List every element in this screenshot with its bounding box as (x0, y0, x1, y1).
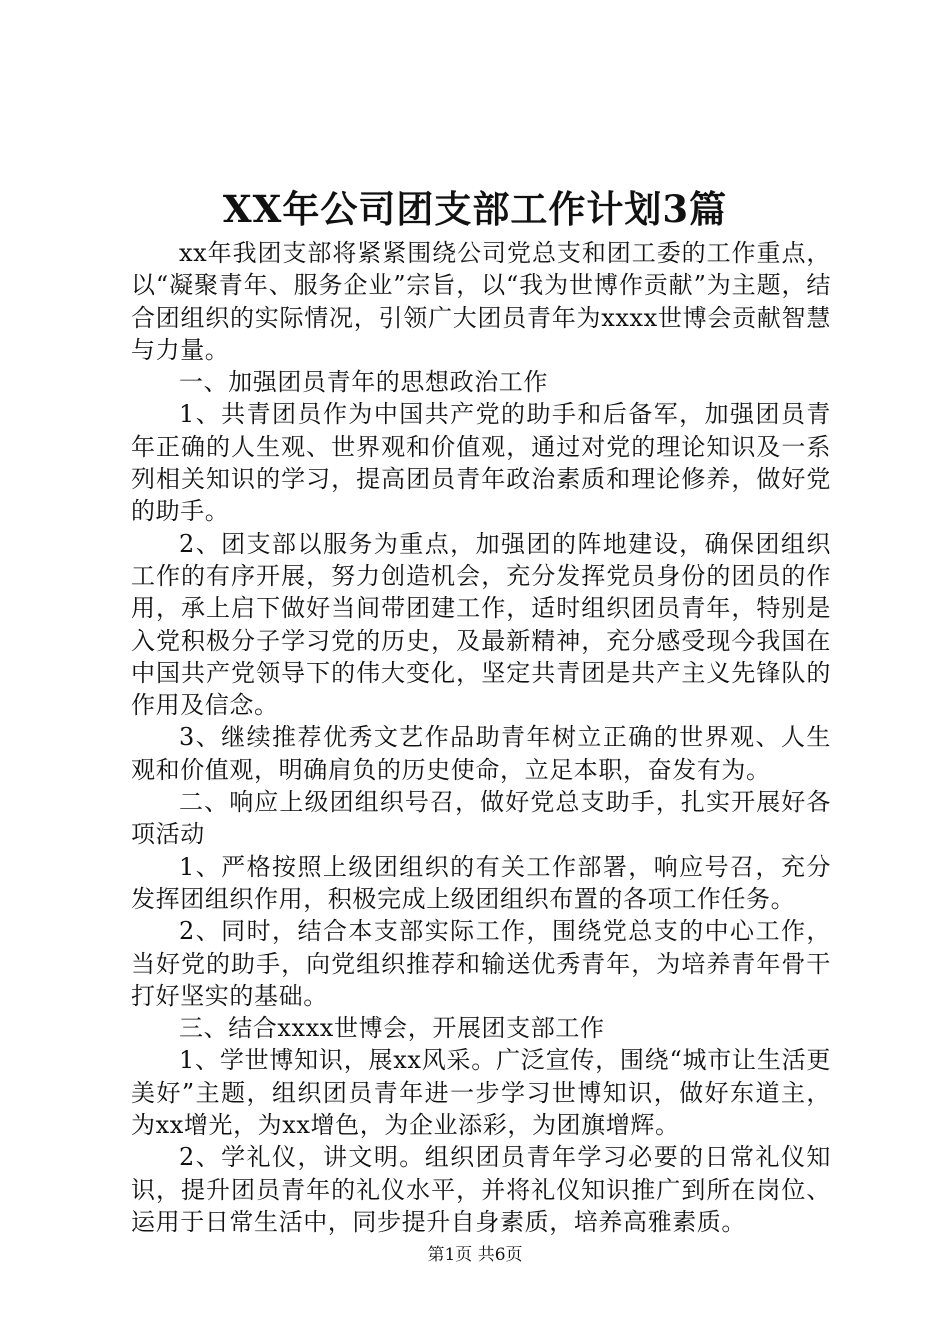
paragraph-2-2: 2、同时，结合本支部实际工作，围绕党总支的中心工作，当好党的助手，向党组织推荐和输送优秀青年，为培养青年骨干打好坚实的基础。 (131, 917, 831, 1010)
paragraph-3-1: 1、学世博知识，展xx风采。广泛宣传，围绕“城市让生活更美好”主题，组织团员青年进一步学习世博知识，做好东道主，为xx增光，为xx增色，为企业添彩，为团旗增辉。 (131, 1046, 831, 1140)
paragraph-3-2: 2、学礼仪，讲文明。组织团员青年学习必要的日常礼仪知识，提升团员青年的礼仪水平，并将礼仪知识推广到所在岗位、运用于日常生活中，同步提升自身素质，培养高雅素质。 (131, 1143, 831, 1236)
paragraph-2-1: 1、严格按照上级团组织的有关工作部署，响应号召，充分发挥团组织作用，积极完成上级团组织布置的各项工作任务。 (131, 852, 831, 913)
intro-paragraph: xx年我团支部将紧紧围绕公司党总支和团工委的工作重点，以“凝聚青年、服务企业”宗旨，以“我为世博作贡献”为主题，结合团组织的实际情况，引领广大团员青年为xxxx世博会贡献智慧与力量。 (131, 239, 831, 364)
document-title: XX年公司团支部工作计划3篇 (222, 187, 728, 231)
section-heading-3: 三、结合xxxx世博会，开展团支部工作 (179, 1014, 605, 1043)
document-body (131, 237, 831, 1238)
section-heading-2: 二、响应上级团组织号召，做好党总支助手，扎实开展好各项活动 (131, 788, 831, 849)
paragraph-1-1: 1、共青团员作为中国共产党的助手和后备军，加强团员青年正确的人生观、世界观和价值观，通过对党的理论知识及一系列相关知识的学习，提高团员青年政治素质和理论修养，做好党的助手。 (131, 400, 831, 526)
section-heading-1: 一、加强团员青年的思想政治工作 (179, 368, 548, 397)
page-number-footer: 第1页 共6页 (427, 1245, 523, 1265)
paragraph-1-2: 2、团支部以服务为重点，加强团的阵地建设，确保团组织工作的有序开展，努力创造机会，充分发挥党员身份的团员的作用，承上启下做好当间带团建工作，适时组织团员青年，特别是入党积极分子学习党的历史，及最新精神，充分感受现今我国在中国共产党领导下的伟大变化，坚定共青团是共产主义先锋队的作用及信念。 (131, 529, 831, 720)
paragraph-1-3: 3、继续推荐优秀文艺作品助青年树立正确的世界观、人生观和价值观，明确肩负的历史使命，立足本职，奋发有为。 (131, 723, 831, 784)
